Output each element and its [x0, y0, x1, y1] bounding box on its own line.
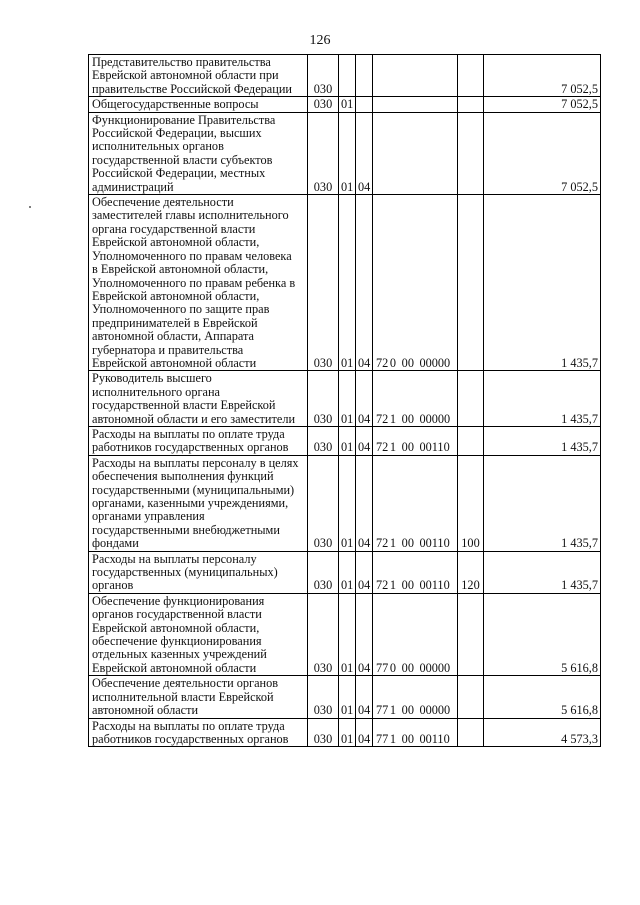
row-name-line: исполнительной власти Еврейской [92, 689, 274, 704]
amount-cell: 4 573,3 [484, 718, 601, 747]
subsection-cell: 04 [356, 112, 373, 194]
row-name-line: в Еврейской автономной области, [92, 262, 269, 277]
target-article-code [375, 357, 455, 370]
row-name-line: Функционирование Правительства [92, 112, 276, 127]
row-name-line: Еврейской автономной области, [92, 235, 260, 250]
target-article-code [375, 537, 455, 550]
amount-cell: 7 052,5 [484, 55, 601, 97]
amount-cell: 1 435,7 [484, 551, 601, 593]
amount-cell: 7 052,5 [484, 112, 601, 194]
row-name-line: Уполномоченного по защите прав [92, 302, 270, 317]
row-name-line: обеспечения выполнения функций [92, 469, 274, 484]
row-name-line: Расходы на выплаты по оплате труда [92, 426, 285, 441]
table-row [89, 112, 601, 194]
target-article-part: 00 [401, 440, 414, 455]
row-name-line: государственных (муниципальных) [92, 565, 278, 580]
table-row [89, 426, 601, 455]
section-cell: 01 [339, 195, 356, 371]
row-name-line: автономной области и его заместители [92, 411, 296, 426]
target-article-part: 00110 [419, 731, 450, 746]
target-article-cell [373, 455, 458, 551]
table-row [89, 718, 601, 747]
target-article-part: 72 [376, 440, 389, 455]
table-row [89, 455, 601, 551]
target-article-code [375, 579, 455, 592]
row-name-line: работников государственных органов [92, 731, 289, 746]
row-name-line: Еврейской автономной области, [92, 620, 260, 635]
target-article-code [375, 662, 455, 675]
row-name-line: обеспечение функционирования [92, 634, 262, 649]
target-article-part: 00 [401, 731, 414, 746]
target-article-part: 1 [389, 440, 396, 455]
amount-cell: 1 435,7 [484, 195, 601, 371]
subsection-cell: 04 [356, 371, 373, 427]
target-article-cell [373, 112, 458, 194]
row-name-line: Расходы на выплаты по оплате труда [92, 718, 285, 733]
target-article-part: 72 [376, 578, 389, 593]
table-row [89, 195, 601, 371]
section-cell: 01 [339, 112, 356, 194]
row-name-line: Обеспечение деятельности [92, 195, 234, 210]
row-name-line: работников государственных органов [92, 440, 289, 455]
target-article-part: 00 [401, 355, 414, 370]
subsection-cell: 04 [356, 455, 373, 551]
target-article-part: 00 [401, 660, 414, 675]
target-article-part: 72 [376, 355, 389, 370]
target-article-part: 77 [376, 703, 389, 718]
row-name-cell [89, 97, 308, 112]
row-name-line: органами, казенными учреждениями, [92, 496, 289, 510]
target-article-part: 1 [389, 411, 396, 426]
grbs-cell: 030 [308, 195, 339, 371]
target-article-cell [373, 55, 458, 97]
target-article-part: 72 [376, 411, 389, 426]
row-name-line: Уполномоченного по правам ребенка в [92, 275, 296, 290]
row-name-line: фондами [92, 536, 139, 551]
grbs-cell: 030 [308, 55, 339, 97]
section-cell: 01 [339, 551, 356, 593]
section-cell [339, 55, 356, 97]
target-article-part: 77 [376, 731, 389, 746]
row-name-line: Расходы на выплаты персоналу [92, 551, 257, 566]
section-cell: 01 [339, 371, 356, 427]
row-name-line: автономной области [92, 703, 199, 718]
grbs-cell: 030 [308, 97, 339, 112]
row-name-cell [89, 551, 308, 593]
row-name-line: Еврейской автономной области [92, 355, 257, 370]
table-row [89, 371, 601, 427]
target-article-cell [373, 97, 458, 112]
target-article-part: 00110 [419, 536, 450, 551]
row-name-line: органов государственной власти [92, 607, 262, 622]
row-name-cell [89, 455, 308, 551]
row-name-line: исполнительных органов [92, 139, 224, 154]
row-name-line: Руководитель высшего [92, 371, 212, 386]
row-name-line: правительстве Российской Федерации [92, 81, 292, 96]
target-article-part: 00 [401, 536, 414, 551]
budget-table [88, 54, 601, 747]
amount-cell: 1 435,7 [484, 455, 601, 551]
grbs-cell: 030 [308, 426, 339, 455]
row-name-line: государственными (муниципальными) [92, 482, 295, 497]
section-cell: 01 [339, 455, 356, 551]
target-article-cell [373, 195, 458, 371]
row-name-cell [89, 55, 308, 97]
target-article-part: 00 [401, 703, 414, 718]
row-name-line: Еврейской автономной области [92, 660, 257, 675]
target-article-part: 00110 [419, 578, 450, 593]
section-cell: 01 [339, 718, 356, 747]
target-article-part: 00000 [419, 703, 451, 718]
row-name-line: Уполномоченного по правам человека [92, 248, 292, 263]
target-article-part: 1 [389, 578, 396, 593]
target-article-part: 00000 [419, 355, 451, 370]
subsection-cell: 04 [356, 676, 373, 718]
section-cell: 01 [339, 676, 356, 718]
subsection-cell [356, 97, 373, 112]
row-name-cell [89, 195, 308, 371]
row-name-line: исполнительного органа [92, 384, 221, 399]
row-name-cell [89, 593, 308, 675]
table-row [89, 551, 601, 593]
grbs-cell: 030 [308, 371, 339, 427]
amount-cell: 5 616,8 [484, 676, 601, 718]
subsection-cell: 04 [356, 426, 373, 455]
row-name-line: органа государственной власти [92, 221, 256, 236]
row-name-line: Обеспечение функционирования [92, 593, 265, 608]
target-article-part: 72 [376, 536, 389, 551]
target-article-part: 0 [389, 355, 396, 370]
target-article-part: 1 [389, 731, 396, 746]
row-name-line: губернатора и правительства [92, 342, 244, 357]
amount-cell: 1 435,7 [484, 371, 601, 427]
expense-type-cell [458, 676, 484, 718]
target-article-part: 00000 [419, 411, 451, 426]
expense-type-cell [458, 426, 484, 455]
row-name-line: отдельных казенных учреждений [92, 647, 267, 662]
row-name-line: Общегосударственные вопросы [92, 97, 259, 112]
table-row [89, 593, 601, 675]
grbs-cell: 030 [308, 551, 339, 593]
row-name-line: государственными внебюджетными [92, 522, 280, 537]
subsection-cell: 04 [356, 195, 373, 371]
grbs-cell: 030 [308, 455, 339, 551]
row-name-line: Еврейской автономной области, [92, 288, 260, 303]
expense-type-cell [458, 593, 484, 675]
row-name-line: Обеспечение деятельности органов [92, 676, 279, 691]
amount-cell: 5 616,8 [484, 593, 601, 675]
target-article-part: 1 [389, 536, 396, 551]
row-name-line: органов [92, 578, 134, 593]
grbs-cell: 030 [308, 676, 339, 718]
target-article-part: 00000 [419, 660, 451, 675]
row-name-line: Представительство правительства [92, 55, 271, 69]
row-name-line: заместителей главы исполнительного [92, 208, 289, 223]
row-name-line: органами управления [92, 509, 205, 524]
expense-type-cell [458, 112, 484, 194]
subsection-cell: 04 [356, 593, 373, 675]
row-name-cell [89, 112, 308, 194]
target-article-part: 0 [389, 660, 396, 675]
row-name-line: автономной области, Аппарата [92, 329, 255, 344]
row-name-line: Еврейской автономной области при [92, 68, 279, 83]
row-name-cell [89, 426, 308, 455]
target-article-cell [373, 426, 458, 455]
target-article-cell [373, 718, 458, 747]
table-row [89, 97, 601, 112]
section-cell: 01 [339, 593, 356, 675]
grbs-cell: 030 [308, 593, 339, 675]
subsection-cell: 04 [356, 551, 373, 593]
target-article-code [375, 704, 455, 717]
row-name-line: Расходы на выплаты персоналу в целях [92, 455, 299, 470]
row-name-cell [89, 676, 308, 718]
target-article-cell [373, 371, 458, 427]
expense-type-cell [458, 371, 484, 427]
grbs-cell: 030 [308, 718, 339, 747]
target-article-cell [373, 676, 458, 718]
target-article-part: 1 [389, 703, 396, 718]
expense-type-cell: 100 [458, 455, 484, 551]
expense-type-cell [458, 195, 484, 371]
target-article-code [375, 413, 455, 426]
grbs-cell: 030 [308, 112, 339, 194]
target-article-part: 00110 [419, 440, 450, 455]
row-name-line: государственной власти субъектов [92, 152, 273, 167]
budget-table-body [89, 55, 601, 747]
amount-cell: 1 435,7 [484, 426, 601, 455]
row-name-line: предпринимателей в Еврейской [92, 315, 258, 330]
scan-speck [29, 206, 31, 208]
target-article-cell [373, 551, 458, 593]
amount-cell: 7 052,5 [484, 97, 601, 112]
section-cell: 01 [339, 97, 356, 112]
row-name-line: государственной власти Еврейской [92, 398, 276, 413]
table-row [89, 676, 601, 718]
subsection-cell [356, 55, 373, 97]
expense-type-cell: 120 [458, 551, 484, 593]
target-article-code [375, 733, 455, 746]
row-name-line: Российской Федерации, местных [92, 166, 266, 181]
expense-type-cell [458, 97, 484, 112]
expense-type-cell [458, 718, 484, 747]
subsection-cell: 04 [356, 718, 373, 747]
target-article-part: 77 [376, 660, 389, 675]
expense-type-cell [458, 55, 484, 97]
target-article-cell [373, 593, 458, 675]
target-article-code [375, 441, 455, 454]
page-number: 126 [309, 33, 331, 48]
table-row [89, 55, 601, 97]
target-article-part: 00 [401, 411, 414, 426]
section-cell: 01 [339, 426, 356, 455]
row-name-line: Российской Федерации, высших [92, 126, 262, 141]
row-name-cell [89, 371, 308, 427]
row-name-line: администраций [92, 179, 174, 194]
target-article-part: 00 [401, 578, 414, 593]
row-name-cell [89, 718, 308, 747]
